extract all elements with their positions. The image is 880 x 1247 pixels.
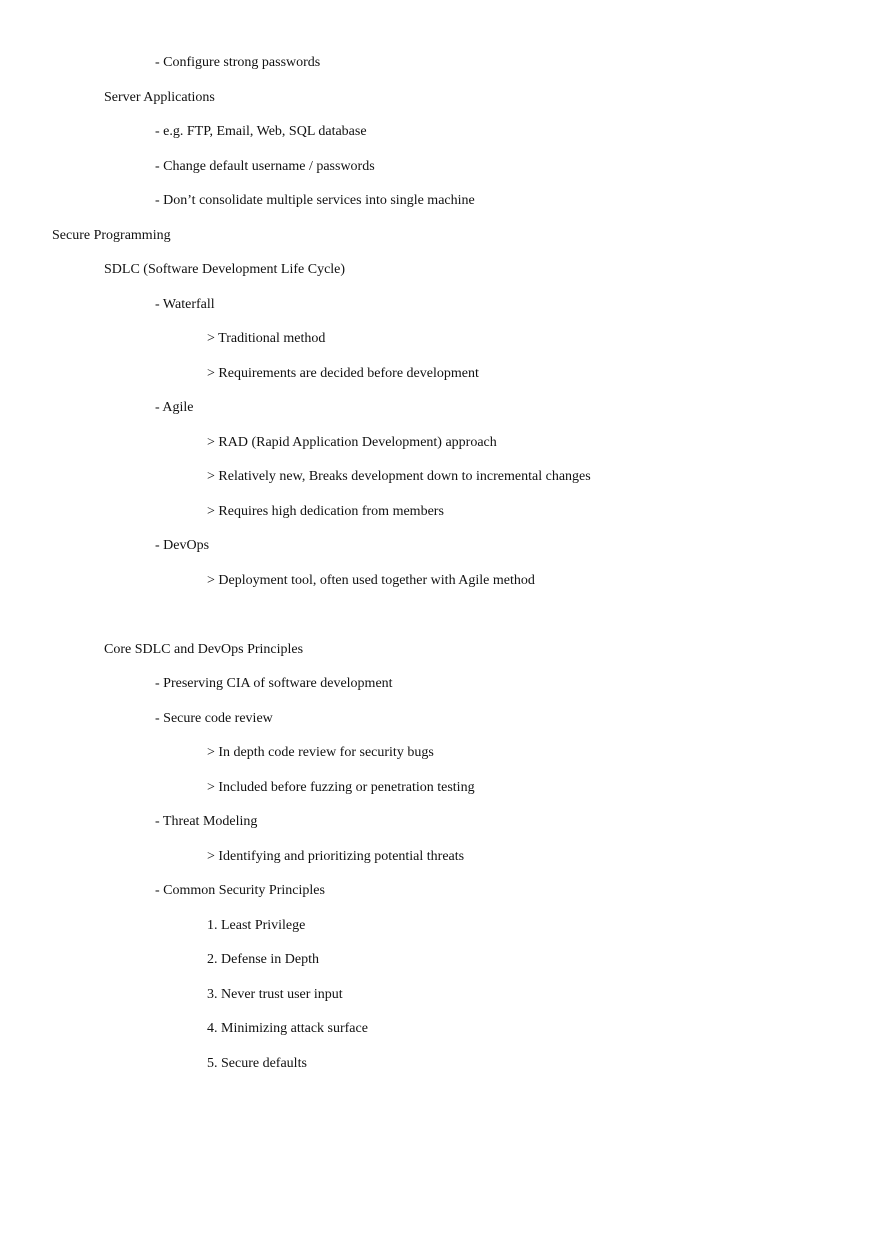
sub-bullet-item: > Traditional method <box>207 331 326 346</box>
bullet-item: - Threat Modeling <box>155 814 258 829</box>
sub-bullet-item: 4. Minimizing attack surface <box>207 1021 368 1036</box>
bullet-item: - DevOps <box>155 538 210 553</box>
sub-bullet-item: 3. Never trust user input <box>207 986 343 1002</box>
bullet-item: - Don’t consolidate multiple services into single machine <box>155 193 475 208</box>
sub-bullet-item: > RAD (Rapid Application Development) approach <box>207 434 497 450</box>
bullet-item: - Change default username / passwords <box>155 158 375 174</box>
sub-bullet-item: > Requires high dedication from members <box>207 503 444 519</box>
subsection-heading: Server Applications <box>104 89 215 105</box>
sub-bullet-item: 2. Defense in Depth <box>207 952 319 967</box>
bullet-item: - Configure strong passwords <box>155 55 321 70</box>
sub-bullet-item: > Requirements are decided before development <box>207 365 479 381</box>
subsection-heading: Core SDLC and DevOps Principles <box>104 641 304 657</box>
sub-bullet-item: > Identifying and prioritizing potential threats <box>207 848 465 864</box>
sub-bullet-item: > In depth code review for security bugs <box>207 745 434 760</box>
document-body <box>0 51 880 1086</box>
sub-bullet-item: > Deployment tool, often used together with Agile method <box>207 572 535 588</box>
section-heading: Secure Programming <box>52 227 171 243</box>
sub-bullet-item: > Relatively new, Breaks development down to incremental changes <box>207 469 591 484</box>
bullet-item: - Waterfall <box>155 296 215 312</box>
bullet-item: - Common Security Principles <box>155 883 325 898</box>
blank-line <box>0 603 880 638</box>
sub-bullet-item: > Included before fuzzing or penetration testing <box>207 779 475 795</box>
bullet-item: - Secure code review <box>155 710 273 726</box>
bullet-item: - Agile <box>155 400 194 415</box>
sub-bullet-item: 5. Secure defaults <box>207 1055 307 1071</box>
bullet-item: - e.g. FTP, Email, Web, SQL database <box>155 124 367 139</box>
bullet-item: - Preserving CIA of software development <box>155 676 393 691</box>
subsection-heading: SDLC (Software Development Life Cycle) <box>104 262 346 277</box>
sub-bullet-item: 1. Least Privilege <box>207 917 306 933</box>
